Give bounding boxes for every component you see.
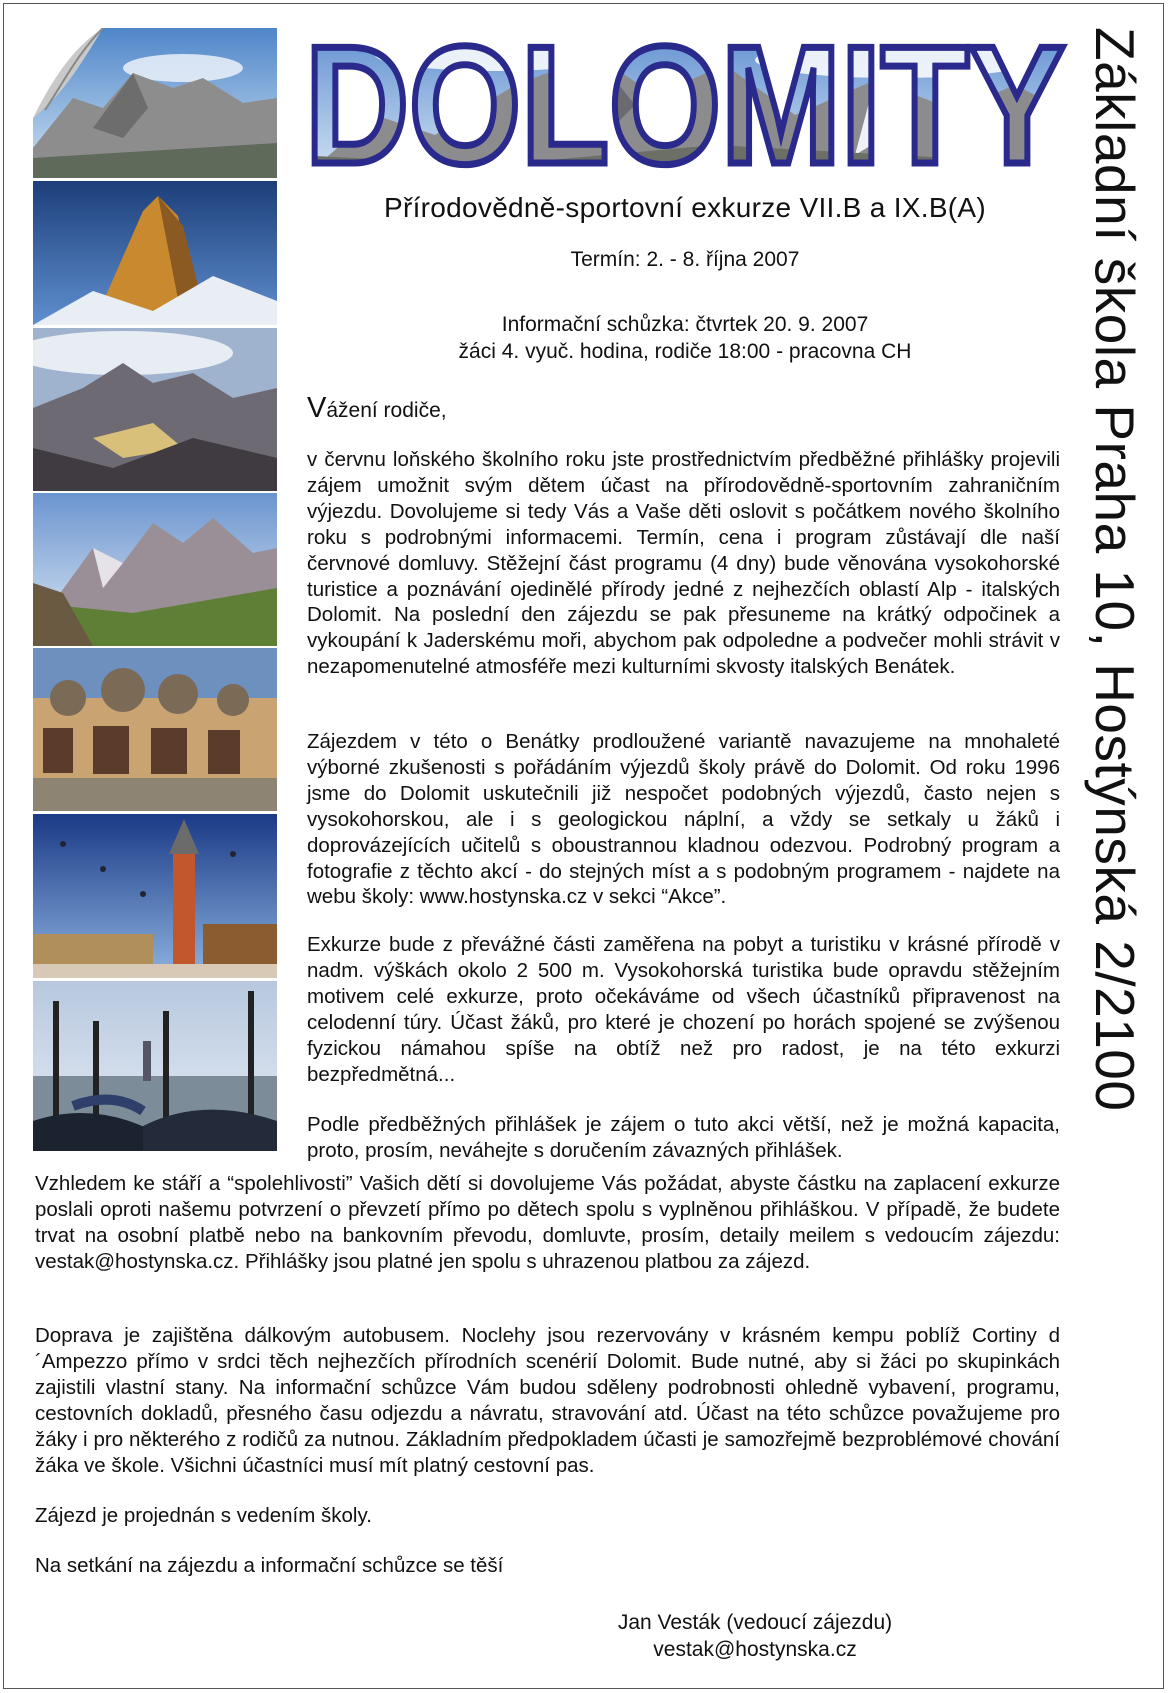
greeting-initial: V <box>307 392 327 424</box>
approval-note: Zájezd je projednán s vedením školy. <box>35 1504 372 1527</box>
paragraph-capacity: Podle předběžných přihlášek je zájem o tuto akci větší, než je možná kapacita, proto, prosím, neváhejte s doručením závazných přihlášek. <box>307 1113 1060 1162</box>
mountain-photo-2 <box>33 181 277 325</box>
venice-photo-gondolas <box>33 981 277 1151</box>
mountain-photo-4 <box>33 493 277 646</box>
greeting-rest: ážení rodiče, <box>326 399 447 422</box>
paragraph-intro: v červnu loňského školního roku jste prostřednictvím předběžné přihlášky projevili zájem umožnit svým dětem účast na přírodovědně-sportovním zahraničním výjezdu. Dovolujeme si tedy Vás a Vaše děti oslovit s počátkem nového školního roku s podrobnými informacemi. Termín, cena i program zůstávají dle naší červnové domluvy. Stěžejní část programu (4 dny) bude věnována vysokohorské turistice a poznávání ojedinělé přírody jedné z nejhezčích oblastí Alp - italských Dolomit. Na poslední den zájezdu se pak přesuneme na krátký odpočinek a vykoupání k Jaderskému moři, abychom pak odpoledne a podvečer mohli strávit v nezapomenutelné atmosféře mezi kulturními skvosty italských Benátek. <box>307 448 1060 679</box>
closing-line: Na setkání na zájezdu a informační schůzce se těší <box>35 1554 504 1577</box>
page-curl-icon <box>33 28 103 118</box>
school-name-vertical: Základní škola Praha 10, Hostýnská 2/2100 <box>1084 27 1146 1112</box>
signature <box>575 1609 935 1663</box>
venice-photo-campanile <box>33 814 277 978</box>
venice-photo-basilica <box>33 648 277 811</box>
paragraph-transport: Doprava je zajištěna dálkovým autobusem. Noclehy jsou rezervovány v krásném kempu poblíž Cortiny d´Ampezzo přímo v srdci těch nejhezčích přírodních scenérií Dolomit. Bude nutné, aby si žáci po skupinkách zajistili vlastní stany. Na informační schůzce Vám budou sděleny podrobnosti ohledně vybavení, programu, cestovních dokladů, přesného času odjezdu a návratu, stravování atd. Účast na této schůzce považujeme pro žáky i pro některého z rodičů za nutnou. Základním předpokladem účasti je samozřejmě bezproblémové chování žáka ve škole. Všichni účastníci musí mít platný cestovní pas. <box>35 1324 1060 1477</box>
meeting-line-2: žáci 4. vyuč. hodina, rodiče 18:00 - pracovna CH <box>458 340 912 363</box>
meeting-info <box>295 311 1075 365</box>
greeting <box>307 392 447 425</box>
page-title: DOLOMITY <box>305 25 1065 185</box>
paragraph-hiking: Exkurze bude z převážné části zaměřena na pobyt a turistiku v krásné přírodě v nadm. výškách okolo 2 500 m. Vysokohorská turistika bude opravdu stěžejním motivem celé exkurze, proto očekáváme od všech účastníků připravenost na celodenní túry. Účast žáků, pro které je chození po horách spojené se zvýšenou fyzickou námahou spíše na obtíž než pro radost, je na této exkurzi bezpředmětná... <box>307 933 1060 1086</box>
signature-name: Jan Vesták (vedoucí zájezdu) <box>617 1611 893 1634</box>
paragraph-experience: Zájezdem v této o Benátky prodloužené variantě navazujeme na mnohaleté výborné zkušenosti s pořádáním výjezdů školy právě do Dolomit. Od roku 1996 jsme do Dolomit uskutečnili již nespočet podobných výjezdů, často nejen s vysokohorskou, ale i s geologickou náplní, a vždy se setkaly u žáků i doprovázejících učitelů s oboustrannou kladnou odezvou. Podrobný program a fotografie z těchto akcí - do stejných míst a s podobným programem - najdete na webu školy: www.hostynska.cz v sekci “Akce”. <box>307 730 1060 909</box>
signature-email: vestak@hostynska.cz <box>653 1638 857 1661</box>
title-banner <box>295 25 1075 185</box>
meeting-line-1: Informační schůzka: čtvrtek 20. 9. 2007 <box>501 313 869 336</box>
subtitle: Přírodovědně-sportovní exkurze VII.B a IX.B(A) <box>383 192 987 223</box>
paragraph-payment: Vzhledem ke stáří a “spolehlivosti” Vašich dětí si dovolujeme Vás požádat, abyste částku na zaplacení exkurze poslali oproti našemu potvrzení o převzetí přímo po dětech spolu s vyplněnou přihláškou. V případě, že budete trvat na osobní platbě nebo na bankovním převodu, domluvte, prosím, detaily meilem s vedoucím zájezdu: vestak@hostynska.cz. Přihlášky jsou platné jen spolu s uhrazenou platbou za zájezd. <box>35 1172 1060 1273</box>
mountain-photo-3 <box>33 328 277 491</box>
trip-dates: Termín: 2. - 8. října 2007 <box>570 248 800 271</box>
